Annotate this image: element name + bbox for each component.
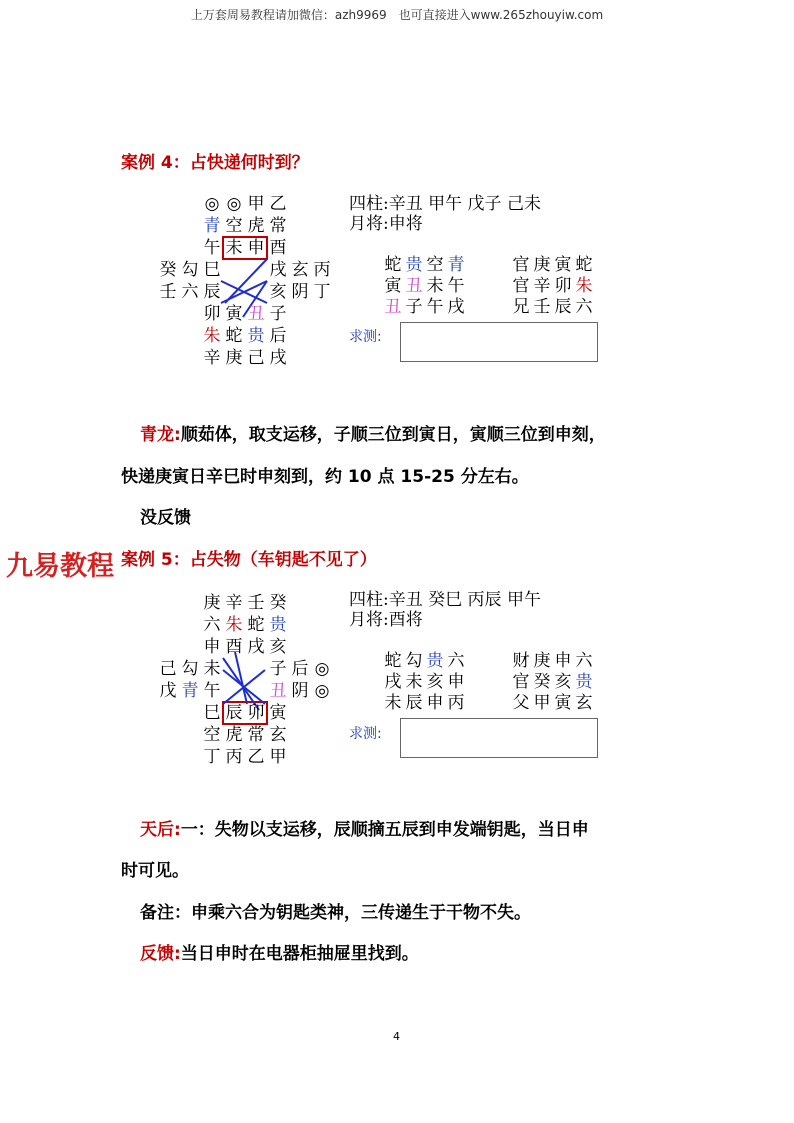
case5-feedback-line (140, 939, 419, 964)
case4-sizhu: 四柱:辛丑 甲午 戊子 己未 (349, 194, 541, 214)
grid-char: 空 (225, 216, 243, 236)
grid-char: 后 (269, 326, 287, 346)
grid-char: 青 (203, 216, 221, 236)
grid-char: 辛 (225, 593, 243, 613)
grid-char: 申 (247, 238, 265, 258)
grid-char: 酉 (225, 637, 243, 657)
grid-char: 酉 (269, 238, 287, 258)
grid-char: 虎 (225, 725, 243, 745)
page-header: 上万套周易教程请加微信：azh9969 也可直接进入www.265zhouyiw.com (190, 8, 604, 22)
sanchuan-char: 官 (512, 255, 530, 275)
sanchuan-char: 庚 (533, 255, 551, 275)
grid-char: 丁 (203, 747, 221, 767)
grid-char: 己 (247, 348, 265, 368)
sanchuan-char: 贵 (575, 672, 593, 692)
grid-char: 阴 (291, 681, 309, 701)
sike-char: 申 (447, 672, 465, 692)
grid-char: 戌 (247, 637, 265, 657)
sike-char: 申 (426, 693, 444, 713)
grid-char: 癸 (159, 260, 177, 280)
grid-char: 蛇 (225, 326, 243, 346)
grid-char: ◎ (314, 659, 330, 679)
grid-char: 空 (203, 725, 221, 745)
grid-char: 丑 (247, 304, 265, 324)
case4-yuejiang: 月将:申将 (349, 214, 423, 234)
sike-char: 午 (426, 297, 444, 317)
case5-analysis-line2: 时可见。 (121, 861, 189, 881)
case5-analysis-text: 一：失物以支运移，辰顺摘五辰到申发端钥匙，当日申 (180, 820, 589, 840)
grid-char: 甲 (247, 194, 265, 214)
sanchuan-char: 辰 (554, 297, 572, 317)
grid-char: 癸 (269, 593, 287, 613)
sike-char: 丑 (405, 276, 423, 296)
sike-char: 六 (447, 651, 465, 671)
grid-char: 乙 (247, 747, 265, 767)
grid-char: 卯 (247, 703, 265, 723)
grid-char: 朱 (203, 326, 221, 346)
grid-char: 丙 (225, 747, 243, 767)
sike-char: 午 (447, 276, 465, 296)
sanchuan-char: 官 (512, 672, 530, 692)
case4-analysis-label: 青龙: (140, 425, 181, 445)
sike-char: 戌 (447, 297, 465, 317)
grid-char: 卯 (203, 304, 221, 324)
sanchuan-char: 壬 (533, 297, 551, 317)
grid-char: 贵 (269, 615, 287, 635)
case4-analysis-text: 顺茹体，取支运移，子顺三位到寅日，寅顺三位到申刻， (180, 425, 606, 445)
grid-char: 未 (225, 238, 243, 258)
grid-char: 朱 (225, 615, 243, 635)
case5-sizhu: 四柱:辛丑 癸巳 丙辰 甲午 (349, 590, 541, 610)
sanchuan-char: 兄 (512, 297, 530, 317)
sanchuan-char: 卯 (554, 276, 572, 296)
case5-title: 案例 5：占失物（车钥匙不见了） (121, 550, 377, 570)
grid-char: 午 (203, 238, 221, 258)
grid-char: 青 (181, 681, 199, 701)
grid-char: 六 (203, 615, 221, 635)
grid-char: ◎ (204, 194, 220, 214)
sike-char: 蛇 (384, 255, 402, 275)
case5-tianpan-grid (157, 592, 341, 770)
grid-char: 玄 (269, 725, 287, 745)
grid-char: 贵 (247, 326, 265, 346)
grid-char: 勾 (181, 260, 199, 280)
grid-char: 戌 (269, 260, 287, 280)
grid-char: 辰 (225, 703, 243, 723)
grid-char: 六 (181, 282, 199, 302)
sike-char: 贵 (405, 255, 423, 275)
page-number: 4 (393, 1030, 400, 1043)
grid-char: 戊 (159, 681, 177, 701)
sanchuan-char: 辛 (533, 276, 551, 296)
grid-char: 寅 (225, 304, 243, 324)
sanchuan-char: 父 (512, 693, 530, 713)
grid-char: 壬 (159, 282, 177, 302)
grid-char: 丙 (313, 260, 331, 280)
case4-cross-line (225, 259, 267, 303)
sike-char: 辰 (405, 693, 423, 713)
case4-qiuce-label: 求测: (349, 329, 382, 345)
grid-char: 午 (203, 681, 221, 701)
grid-char: 子 (269, 659, 287, 679)
grid-char: 玄 (291, 260, 309, 280)
case4-title: 案例 4：占快递何时到？ (121, 153, 309, 173)
sike-char: 空 (426, 255, 444, 275)
grid-char: 壬 (247, 593, 265, 613)
case5-feedback-label: 反馈: (140, 944, 181, 964)
case5-yuejiang: 月将:酉将 (349, 610, 423, 630)
case5-analysis-label: 天后: (140, 820, 181, 840)
sanchuan-char: 寅 (554, 255, 572, 275)
case5-note: 备注：申乘六合为钥匙类神，三传递生于干物不失。 (140, 903, 531, 923)
case4-qiuce-input[interactable] (400, 322, 598, 362)
grid-char: 巳 (203, 260, 221, 280)
sanchuan-char: 甲 (533, 693, 551, 713)
sanchuan-char: 玄 (575, 693, 593, 713)
grid-char: 申 (203, 637, 221, 657)
grid-char: 辛 (203, 348, 221, 368)
sanchuan-char: 寅 (554, 693, 572, 713)
grid-char: 庚 (203, 593, 221, 613)
grid-char: 甲 (269, 747, 287, 767)
grid-char: 庚 (225, 348, 243, 368)
grid-char: 辰 (203, 282, 221, 302)
sike-char: 寅 (384, 276, 402, 296)
grid-char: 后 (291, 659, 309, 679)
grid-char: ◎ (226, 194, 242, 214)
watermark-logo: 九易教程 (6, 551, 114, 582)
grid-char: 未 (203, 659, 221, 679)
grid-char: 己 (159, 659, 177, 679)
sike-char: 戌 (384, 672, 402, 692)
sike-char: 子 (405, 297, 423, 317)
sike-char: 青 (447, 255, 465, 275)
grid-char: 亥 (269, 282, 287, 302)
sanchuan-char: 申 (554, 651, 572, 671)
sanchuan-char: 官 (512, 276, 530, 296)
grid-char: 阴 (291, 282, 309, 302)
sanchuan-char: 朱 (575, 276, 593, 296)
sike-char: 贵 (426, 651, 444, 671)
grid-char: ◎ (314, 681, 330, 701)
sike-char: 亥 (426, 672, 444, 692)
sike-char: 丙 (447, 693, 465, 713)
grid-char: 子 (269, 304, 287, 324)
grid-char: 丑 (269, 681, 287, 701)
case4-feedback: 没反馈 (140, 508, 191, 528)
sanchuan-char: 庚 (533, 651, 551, 671)
grid-char: 虎 (247, 216, 265, 236)
case4-tianpan-grid (157, 193, 333, 371)
sike-char: 未 (426, 276, 444, 296)
case4-analysis-line1 (140, 420, 606, 445)
grid-char: 巳 (203, 703, 221, 723)
sike-char: 未 (384, 693, 402, 713)
grid-char: 常 (247, 725, 265, 745)
sanchuan-char: 癸 (533, 672, 551, 692)
case5-qiuce-input[interactable] (400, 718, 598, 758)
sike-char: 丑 (384, 297, 402, 317)
sike-char: 蛇 (384, 651, 402, 671)
grid-char: 戌 (269, 348, 287, 368)
case5-analysis-line1 (140, 815, 589, 840)
case5-feedback-text: 当日申时在电器柜抽屉里找到。 (180, 944, 419, 964)
case5-qiuce-label: 求测: (349, 726, 382, 742)
grid-char: 寅 (269, 703, 287, 723)
case4-analysis-line2: 快递庚寅日辛巳时申刻到，约 10 点 15-25 分左右。 (121, 467, 529, 487)
sike-char: 未 (405, 672, 423, 692)
grid-char: 亥 (269, 637, 287, 657)
grid-char: 乙 (269, 194, 287, 214)
grid-char: 丁 (313, 282, 331, 302)
grid-char: 蛇 (247, 615, 265, 635)
grid-char: 勾 (181, 659, 199, 679)
sike-char: 勾 (405, 651, 423, 671)
sanchuan-char: 蛇 (575, 255, 593, 275)
sanchuan-char: 六 (575, 297, 593, 317)
sanchuan-char: 财 (512, 651, 530, 671)
sanchuan-char: 亥 (554, 672, 572, 692)
sanchuan-char: 六 (575, 651, 593, 671)
grid-char: 常 (269, 216, 287, 236)
